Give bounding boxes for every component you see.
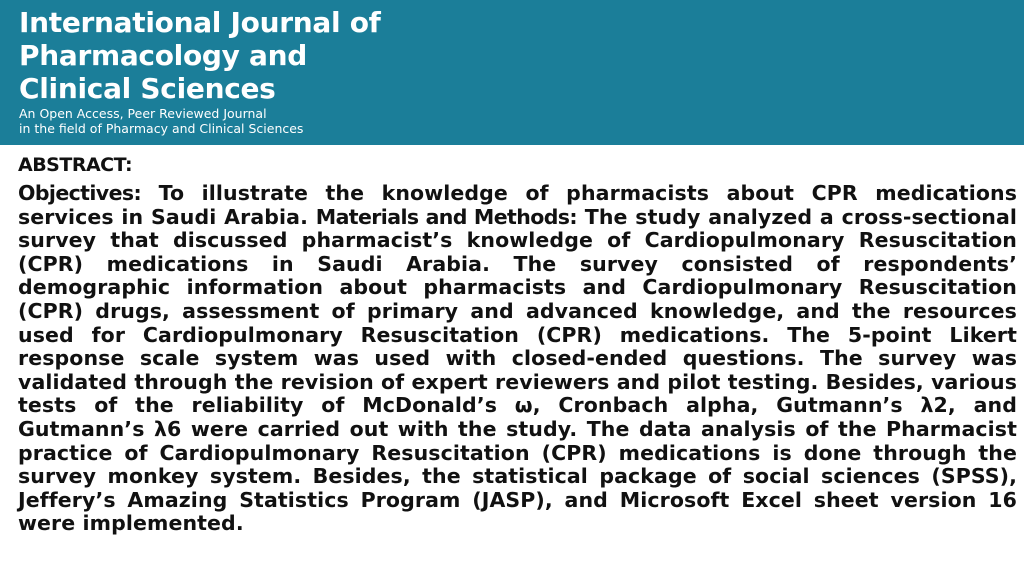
journal-header: [0, 0, 1024, 145]
journal-tagline-line-2: in the field of Pharmacy and Clinical Sciences: [19, 121, 304, 136]
abstract-section: [18, 153, 1017, 536]
methods-label: Materials and Methods:: [315, 204, 577, 229]
journal-title-line-1: International Journal of: [19, 6, 381, 39]
abstract-heading: ABSTRACT:: [18, 154, 133, 176]
objectives-text: To illustrate the knowledge of pharmacists about CPR medications services in Saudi Arabia.: [18, 181, 1017, 229]
objectives-label: Objectives:: [18, 181, 142, 205]
journal-title-line-2: Pharmacology and: [19, 39, 308, 72]
journal-title-line-3: Clinical Sciences: [19, 72, 276, 105]
methods-text: The study analyzed a cross-sectional survey that discussed pharmacist’s knowledge of Cardiopulmonary Resuscitation (CPR) medications in Saudi Arabia. The survey consisted of respondents’ demographic information about pharmacists and Cardiopulmonary Resuscitation (CPR) drugs, assessment of primary and advanced knowledge, and the resources used for Cardiopulmonary Resuscitation (CPR) medications. The 5-point Likert response scale system was used with closed-ended questions. The survey was validated through the revision of expert reviewers and pilot testing. Besides, various tests of the reliability of McDonald’s ω, Cronbach alpha, Gutmann’s λ2, and Gutmann’s λ6 were carried out with the study. The data analysis of the Pharmacist practice of Cardiopulmonary Resuscitation (CPR) medications is done through the survey monkey system. Besides, the statistical package of social sciences (SPSS), Jeffery’s Amazing Statistics Program (JASP), and Microsoft Excel sheet version 16 were implemented.: [18, 204, 1018, 536]
journal-title: [19, 6, 381, 105]
abstract-body: [18, 182, 1017, 536]
journal-tagline: [19, 106, 303, 136]
journal-tagline-line-1: An Open Access, Peer Reviewed Journal: [19, 106, 267, 121]
